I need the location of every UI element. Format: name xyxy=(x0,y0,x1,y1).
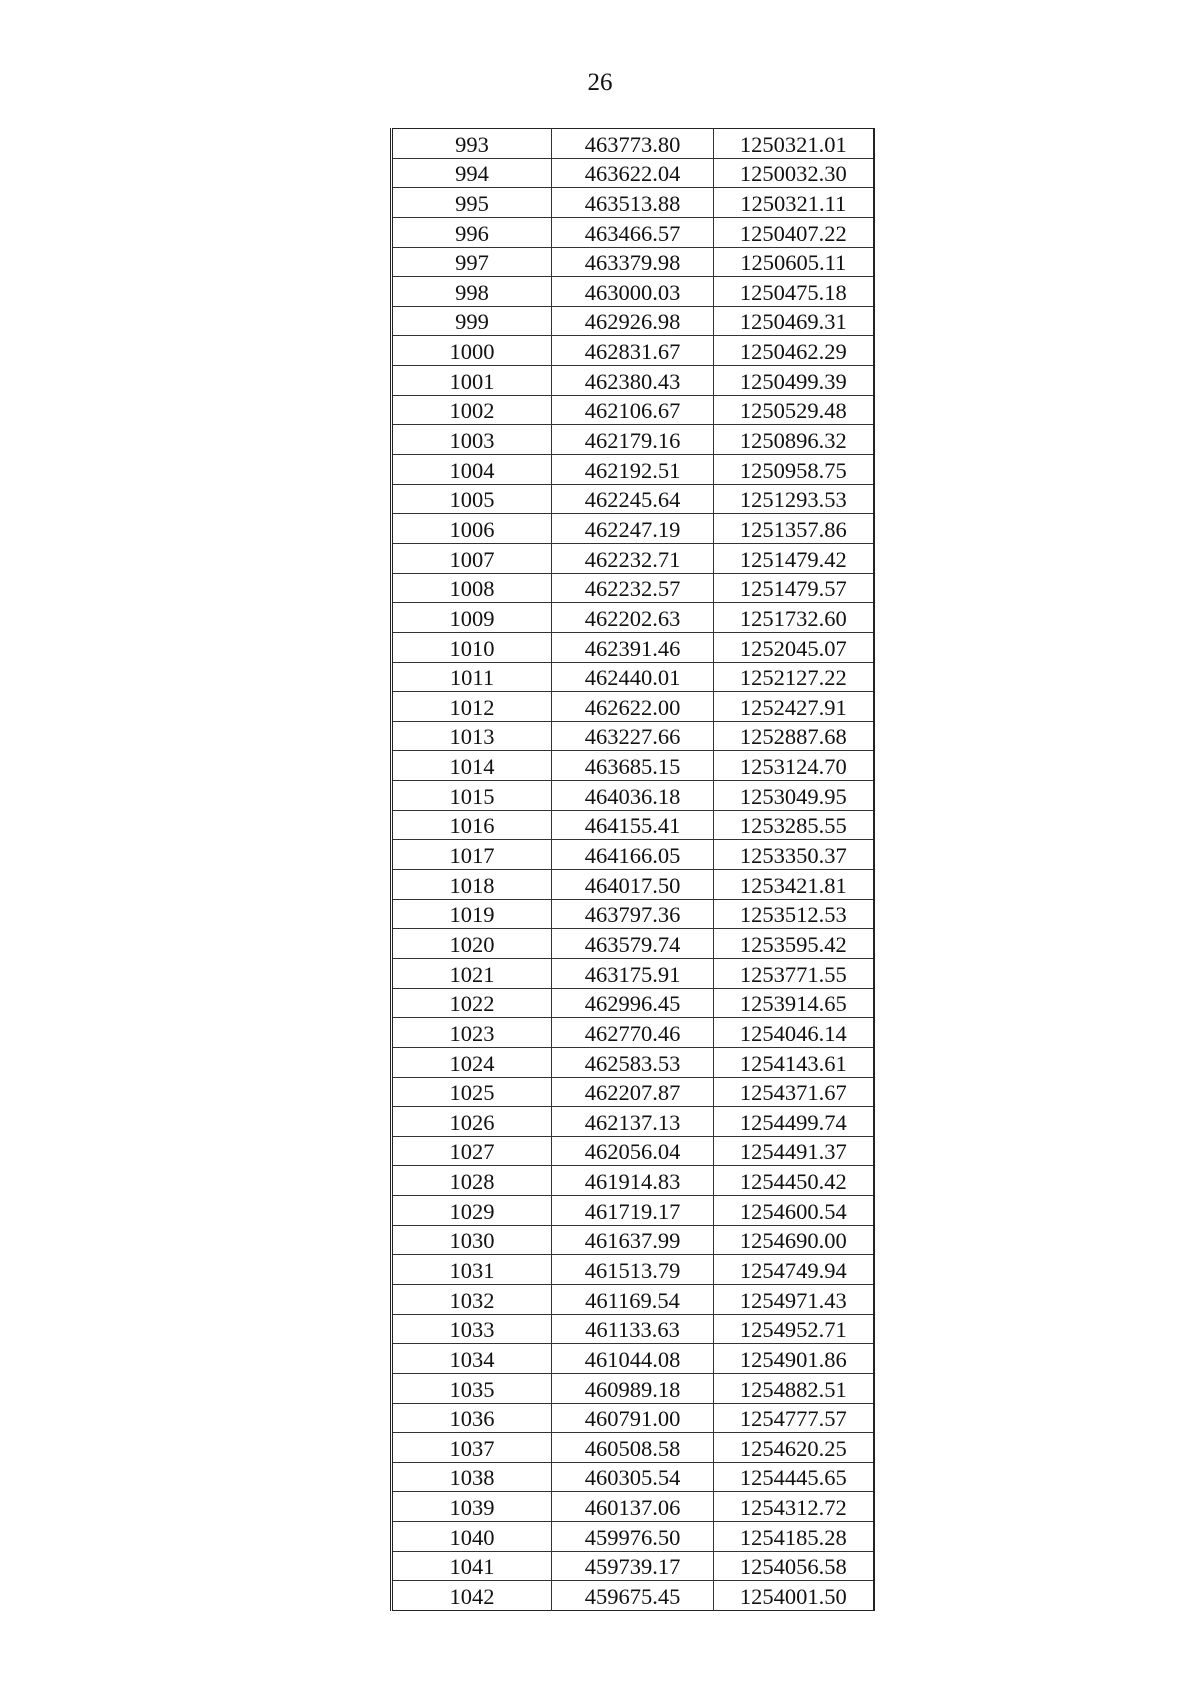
y-coordinate-cell: 1250499.39 xyxy=(714,366,874,396)
y-coordinate-cell: 1251479.57 xyxy=(714,573,874,603)
table-row xyxy=(392,395,874,425)
table-row xyxy=(392,721,874,751)
table-row xyxy=(392,1018,874,1048)
table-row xyxy=(392,1403,874,1433)
y-coordinate-cell: 1250469.31 xyxy=(714,306,874,336)
point-number-cell: 1016 xyxy=(392,810,552,840)
y-coordinate-cell: 1253595.42 xyxy=(714,929,874,959)
x-coordinate-cell: 459675.45 xyxy=(552,1581,714,1611)
point-number-cell: 1036 xyxy=(392,1403,552,1433)
point-number-cell: 1027 xyxy=(392,1136,552,1166)
x-coordinate-cell: 461044.08 xyxy=(552,1344,714,1374)
x-coordinate-cell: 460989.18 xyxy=(552,1373,714,1403)
y-coordinate-cell: 1251732.60 xyxy=(714,603,874,633)
x-coordinate-cell: 463579.74 xyxy=(552,929,714,959)
x-coordinate-cell: 461133.63 xyxy=(552,1314,714,1344)
point-number-cell: 1037 xyxy=(392,1433,552,1463)
x-coordinate-cell: 464155.41 xyxy=(552,810,714,840)
x-coordinate-cell: 461513.79 xyxy=(552,1255,714,1285)
x-coordinate-cell: 464166.05 xyxy=(552,840,714,870)
y-coordinate-cell: 1254185.28 xyxy=(714,1522,874,1552)
y-coordinate-cell: 1254952.71 xyxy=(714,1314,874,1344)
x-coordinate-cell: 462926.98 xyxy=(552,306,714,336)
y-coordinate-cell: 1253124.70 xyxy=(714,751,874,781)
y-coordinate-cell: 1250529.48 xyxy=(714,395,874,425)
table-row xyxy=(392,899,874,929)
table-row xyxy=(392,129,874,159)
table-row xyxy=(392,603,874,633)
y-coordinate-cell: 1254001.50 xyxy=(739,1584,847,1610)
y-coordinate-cell: 1254882.51 xyxy=(714,1373,874,1403)
point-number-cell: 1001 xyxy=(392,366,552,396)
x-coordinate-cell: 464017.50 xyxy=(552,870,714,900)
y-coordinate-cell: 1254600.54 xyxy=(714,1196,874,1226)
y-coordinate-cell: 1253285.55 xyxy=(714,810,874,840)
point-number-cell: 1010 xyxy=(392,632,552,662)
x-coordinate-cell: 462831.67 xyxy=(552,336,714,366)
y-coordinate-cell: 1252127.22 xyxy=(714,662,874,692)
y-coordinate-cell: 1251479.42 xyxy=(714,543,874,573)
y-coordinate-cell: 1253049.95 xyxy=(714,781,874,811)
y-coordinate-cell: 1253771.55 xyxy=(714,958,874,988)
point-number-cell: 998 xyxy=(392,277,552,307)
point-number-cell: 1031 xyxy=(392,1255,552,1285)
x-coordinate-cell: 460305.54 xyxy=(552,1462,714,1492)
y-coordinate-cell: 1252427.91 xyxy=(714,692,874,722)
x-coordinate-cell: 463466.57 xyxy=(552,217,714,247)
point-number-cell: 1003 xyxy=(392,425,552,455)
point-number-cell: 1023 xyxy=(392,1018,552,1048)
point-number-cell: 1014 xyxy=(392,751,552,781)
table-row xyxy=(392,692,874,722)
point-number-cell: 1007 xyxy=(392,543,552,573)
y-coordinate-cell: 1254777.57 xyxy=(714,1403,874,1433)
point-number-cell: 1005 xyxy=(392,484,552,514)
y-coordinate-cell: 1254445.65 xyxy=(714,1462,874,1492)
point-number-cell: 1011 xyxy=(392,662,552,692)
y-coordinate-cell: 1253350.37 xyxy=(714,840,874,870)
table-row xyxy=(392,1462,874,1492)
x-coordinate-cell: 462247.19 xyxy=(552,514,714,544)
point-number-cell: 1039 xyxy=(392,1492,552,1522)
table-row xyxy=(392,1492,874,1522)
x-coordinate-cell: 462202.63 xyxy=(552,603,714,633)
point-number-cell: 1024 xyxy=(392,1047,552,1077)
table-row xyxy=(392,1136,874,1166)
table-row xyxy=(392,336,874,366)
page-number: 26 xyxy=(587,69,613,96)
point-number-cell: 999 xyxy=(392,306,552,336)
point-number-cell: 1015 xyxy=(392,781,552,811)
table-row xyxy=(392,1047,874,1077)
x-coordinate-cell: 463622.04 xyxy=(552,158,714,188)
table-row xyxy=(392,247,874,277)
point-number-cell: 1012 xyxy=(392,692,552,722)
x-coordinate-cell: 462380.43 xyxy=(552,366,714,396)
point-number-cell: 1029 xyxy=(392,1196,552,1226)
x-coordinate-cell: 463379.98 xyxy=(552,247,714,277)
x-coordinate-cell: 460508.58 xyxy=(552,1433,714,1463)
point-number-cell: 1013 xyxy=(392,721,552,751)
table-row xyxy=(392,484,874,514)
point-number-cell: 1022 xyxy=(392,988,552,1018)
point-number-cell: 1028 xyxy=(392,1166,552,1196)
point-number-cell: 995 xyxy=(392,188,552,218)
table-row xyxy=(392,573,874,603)
y-coordinate-cell: 1254312.72 xyxy=(714,1492,874,1522)
table-row xyxy=(392,1166,874,1196)
x-coordinate-cell: 463175.91 xyxy=(552,958,714,988)
x-coordinate-cell: 459976.50 xyxy=(552,1522,714,1552)
point-number-cell: 1002 xyxy=(392,395,552,425)
x-coordinate-cell: 463513.88 xyxy=(552,188,714,218)
x-coordinate-cell: 459739.17 xyxy=(552,1551,714,1581)
y-coordinate-cell: 1254690.00 xyxy=(714,1225,874,1255)
y-coordinate-cell: 1250462.29 xyxy=(714,336,874,366)
coordinates-table-body xyxy=(392,129,874,1611)
table-row xyxy=(392,277,874,307)
x-coordinate-cell: 462056.04 xyxy=(552,1136,714,1166)
table-row xyxy=(392,306,874,336)
y-coordinate-cell: 1254371.67 xyxy=(714,1077,874,1107)
y-coordinate-cell: 1250407.22 xyxy=(714,217,874,247)
table-row xyxy=(392,781,874,811)
table-row xyxy=(392,870,874,900)
x-coordinate-cell: 461169.54 xyxy=(552,1284,714,1314)
table-row xyxy=(392,1107,874,1137)
table-row xyxy=(392,425,874,455)
point-number-cell: 996 xyxy=(392,217,552,247)
y-coordinate-cell: 1253512.53 xyxy=(714,899,874,929)
x-coordinate-cell: 462232.71 xyxy=(552,543,714,573)
x-coordinate-cell: 463685.15 xyxy=(552,751,714,781)
table-row xyxy=(392,1344,874,1374)
table-row xyxy=(392,1077,874,1107)
table-row xyxy=(392,455,874,485)
table-row xyxy=(392,1551,874,1581)
x-coordinate-cell: 462207.87 xyxy=(552,1077,714,1107)
x-coordinate-cell: 462137.13 xyxy=(552,1107,714,1137)
table-row xyxy=(392,1522,874,1552)
table-row xyxy=(392,1433,874,1463)
point-number-cell: 1017 xyxy=(392,840,552,870)
point-number-cell: 1019 xyxy=(392,899,552,929)
x-coordinate-cell: 463773.80 xyxy=(552,129,714,159)
y-coordinate-cell: 1251293.53 xyxy=(714,484,874,514)
table-row xyxy=(392,840,874,870)
y-coordinate-cell: 1251357.86 xyxy=(714,514,874,544)
table-row xyxy=(392,810,874,840)
table-row xyxy=(392,1196,874,1226)
y-coordinate-cell: 1253421.81 xyxy=(714,870,874,900)
x-coordinate-cell: 462245.64 xyxy=(552,484,714,514)
x-coordinate-cell: 461637.99 xyxy=(552,1225,714,1255)
x-coordinate-cell: 463000.03 xyxy=(552,277,714,307)
point-number-cell: 1026 xyxy=(392,1107,552,1137)
x-coordinate-cell: 460137.06 xyxy=(552,1492,714,1522)
table-row xyxy=(392,958,874,988)
point-number-cell: 1030 xyxy=(392,1225,552,1255)
y-coordinate-cell: 1250321.11 xyxy=(714,188,874,218)
y-coordinate-cell: 1250032.30 xyxy=(714,158,874,188)
x-coordinate-cell: 462179.16 xyxy=(552,425,714,455)
x-coordinate-cell: 464036.18 xyxy=(552,781,714,811)
x-coordinate-cell: 462106.67 xyxy=(552,395,714,425)
x-coordinate-cell: 463227.66 xyxy=(552,721,714,751)
point-number-cell: 994 xyxy=(392,158,552,188)
y-coordinate-cell: 1254749.94 xyxy=(714,1255,874,1285)
y-coordinate-cell: 1250896.32 xyxy=(714,425,874,455)
y-coordinate-cell: 1250475.18 xyxy=(714,277,874,307)
point-number-cell: 1034 xyxy=(392,1344,552,1374)
x-coordinate-cell: 462391.46 xyxy=(552,632,714,662)
x-coordinate-cell: 462583.53 xyxy=(552,1047,714,1077)
x-coordinate-cell: 462996.45 xyxy=(552,988,714,1018)
point-number-cell: 1038 xyxy=(392,1462,552,1492)
y-coordinate-cell: 1252887.68 xyxy=(714,721,874,751)
table-row xyxy=(392,543,874,573)
table-row xyxy=(392,366,874,396)
x-coordinate-cell: 462770.46 xyxy=(552,1018,714,1048)
x-coordinate-cell: 461914.83 xyxy=(552,1166,714,1196)
y-coordinate-cell: 1254450.42 xyxy=(714,1166,874,1196)
table-row xyxy=(392,988,874,1018)
x-coordinate-cell: 462440.01 xyxy=(552,662,714,692)
y-coordinate-cell: 1254056.58 xyxy=(714,1551,874,1581)
x-coordinate-cell: 463797.36 xyxy=(552,899,714,929)
point-number-cell: 997 xyxy=(392,247,552,277)
point-number-cell: 1042 xyxy=(392,1581,552,1611)
point-number-cell: 1008 xyxy=(392,573,552,603)
point-number-cell: 1040 xyxy=(392,1522,552,1552)
table-row xyxy=(392,751,874,781)
y-coordinate-cell: 1250958.75 xyxy=(714,455,874,485)
table-row xyxy=(392,1314,874,1344)
point-number-cell: 1006 xyxy=(392,514,552,544)
y-coordinate-cell: 1254620.25 xyxy=(714,1433,874,1463)
y-coordinate-cell: 1254143.61 xyxy=(714,1047,874,1077)
table-row xyxy=(392,1373,874,1403)
table-row xyxy=(392,217,874,247)
table-row xyxy=(392,514,874,544)
point-number-cell: 1004 xyxy=(392,455,552,485)
y-coordinate-cell: 1252045.07 xyxy=(714,632,874,662)
point-number-cell: 1025 xyxy=(392,1077,552,1107)
point-number-cell: 1000 xyxy=(392,336,552,366)
point-number-cell: 1020 xyxy=(392,929,552,959)
y-coordinate-cell: 1254499.74 xyxy=(714,1107,874,1137)
table-row xyxy=(392,929,874,959)
table-row xyxy=(392,1284,874,1314)
coordinates-table xyxy=(390,128,875,1611)
y-coordinate-cell: 1254971.43 xyxy=(714,1284,874,1314)
y-coordinate-cell: 1253914.65 xyxy=(714,988,874,1018)
x-coordinate-cell: 462232.57 xyxy=(552,573,714,603)
point-number-cell: 993 xyxy=(392,129,552,159)
y-coordinate-cell: 1254046.14 xyxy=(714,1018,874,1048)
point-number-cell: 1033 xyxy=(392,1314,552,1344)
table-row xyxy=(392,188,874,218)
x-coordinate-cell: 460791.00 xyxy=(552,1403,714,1433)
y-coordinate-cell: 1254491.37 xyxy=(714,1136,874,1166)
point-number-cell: 1009 xyxy=(392,603,552,633)
table-row xyxy=(392,1255,874,1285)
y-coordinate-cell: 1250605.11 xyxy=(714,247,874,277)
point-number-cell: 1032 xyxy=(392,1284,552,1314)
table-row xyxy=(392,1581,874,1611)
table-row xyxy=(392,632,874,662)
point-number-cell: 1035 xyxy=(392,1373,552,1403)
x-coordinate-cell: 462622.00 xyxy=(552,692,714,722)
y-coordinate-cell: 1250321.01 xyxy=(714,129,874,159)
y-coordinate-cell: 1254901.86 xyxy=(714,1344,874,1374)
table-row xyxy=(392,158,874,188)
point-number-cell: 1041 xyxy=(392,1551,552,1581)
point-number-cell: 1021 xyxy=(392,958,552,988)
table-row xyxy=(392,1225,874,1255)
table-row xyxy=(392,662,874,692)
x-coordinate-cell: 461719.17 xyxy=(552,1196,714,1226)
x-coordinate-cell: 462192.51 xyxy=(552,455,714,485)
point-number-cell: 1018 xyxy=(392,870,552,900)
